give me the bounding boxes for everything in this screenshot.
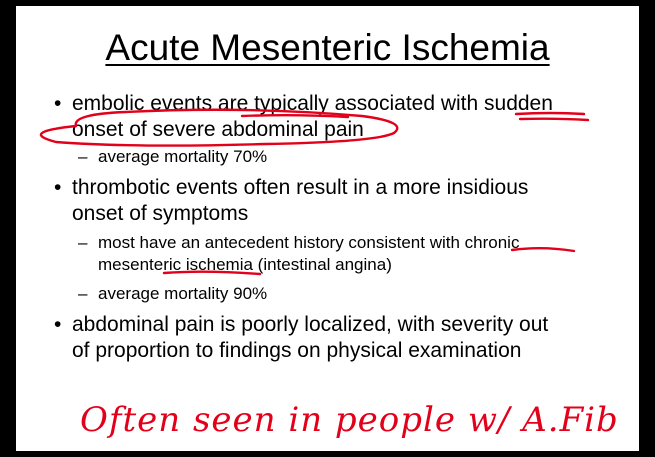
handwritten-note: Often seen in people w/ A.Fib	[80, 400, 619, 440]
bullet-2-sub-1-line-1: most have an antecedent history consistent with chronic	[98, 233, 520, 252]
bullet-2-sub-1-line-2: mesenteric ischemia (intestinal angina)	[98, 255, 392, 274]
bullet-1-line-2: onset of severe abdominal pain	[72, 118, 364, 141]
slide	[16, 6, 639, 451]
bullet-2-sub-2-line-1: average mortality 90%	[98, 284, 268, 303]
ink-annotations	[16, 6, 639, 451]
bullet-marker: •	[54, 92, 62, 115]
bullet-2-line-1: thrombotic events often result in a more insidious	[72, 176, 529, 199]
sub-bullet-marker: –	[78, 284, 88, 303]
bullet-2-line-2: onset of symptoms	[72, 202, 249, 225]
bullet-1-sub-1-line-1: average mortality 70%	[98, 147, 268, 166]
sub-bullet-marker: –	[78, 147, 88, 166]
sub-bullet-marker: –	[78, 233, 88, 252]
bullet-3-line-2: of proportion to findings on physical examination	[72, 339, 522, 362]
bullet-1-line-1: embolic events are typically associated with sudden	[72, 92, 553, 115]
bullet-marker: •	[54, 313, 62, 336]
bullet-marker: •	[54, 176, 62, 199]
slide-title: Acute Mesenteric Ischemia	[105, 27, 550, 68]
bullet-3-line-1: abdominal pain is poorly localized, with severity out	[72, 313, 549, 336]
ink-underline-chronic	[512, 248, 574, 251]
